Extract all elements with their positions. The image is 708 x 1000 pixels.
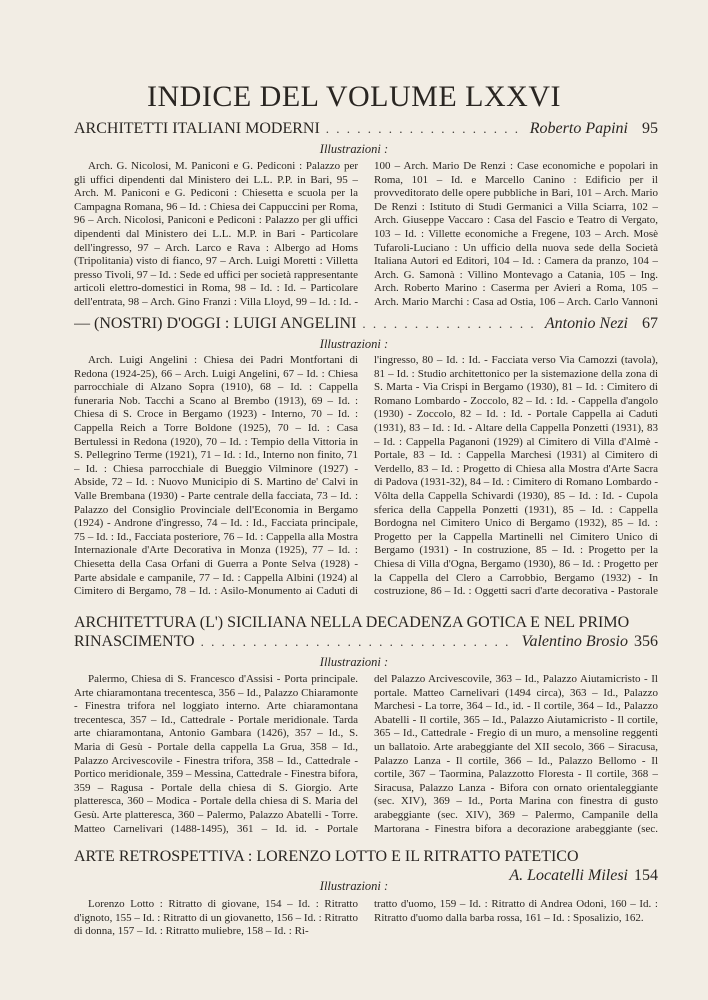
section-title: ARTE RETROSPETTIVA : LORENZO LOTTO E IL RITRATTO PATETICO bbox=[74, 848, 579, 865]
section-body-siciliana bbox=[74, 673, 658, 837]
section-heading-siciliana bbox=[74, 631, 658, 653]
leader-dots bbox=[362, 313, 539, 335]
page-title: INDICE DEL VOLUME LXXVI bbox=[147, 80, 561, 113]
section-body-angelini bbox=[74, 354, 658, 600]
section-heading-angelini bbox=[74, 313, 658, 335]
right-column: del Palazzo Arcivescovile, 363 – Id., Palazzo Aiutamicristo - Il portale. Matteo Carnelivari (1494 circa), 363 – Id., Palazzo Marchesi - La torre, 364 – Id., id. - Il cortile, 364 – Id., Palazzo Abatelli - Il cortile, 365 – Id., Palazzo Aiutamicristo - Il cortile, 365 – Id., Cattedrale - Fregio di un muro, a mensoline reggenti un ballatoio. Arte arabeggiante del XII secolo, 366 – Siracusa, Palazzo Lanza - Il cortile, 366 – Id., Palazzo Bellomo - Il cortile, 367 – Taormina, Palazzotto Floresta - Il cortile, 368 – Siracusa, Palazzo Lanza - Bifora con ornato orientaleggiante (sec. XIV), 369 – Id., Porta Marina con finestra di gusto arabeggiante (sec. XIV), 369 – Palermo, Campanile della Martorana - Finestra bifora a decorazione arabeggiante (sec. bbox=[374, 673, 658, 835]
left-column: Palermo, Chiesa di S. Francesco d'Assisi - Porta principale. Arte chiaramontana trecentesca, 356 – Id., Palazzo Chiaramonte - Finestra trifora nel loggiato interno. Arte chiaramontana trecentesca, 357 – Id., Cattedrale - Portale meridionale. Tarda arte chiaramontana, Antonio Gambara (1426), 357 – Id., S. Maria di Gesù - Portale della cappella La Grua, 358 – Id., Palazzo Arcivescovile - Finestra trifora, 358 – Id., Cattedrale - Portico meridionale, 359 – Messina, Cattedrale - Finestra bifora, 359 – Ragusa - Portale della chiesa di S. Giorgio. Arte platteresca, 360 – Modica - Portale della chiesa di S. Maria del Gesù. Arte platteresca, 360 – Palermo, Palazzo Abatelli - Torre. Matteo Carnelivari (1488-1495), 361 – Id. id. - Portale bbox=[74, 673, 358, 835]
right-column: 100 – Arch. Mario De Renzi : Case economiche e popolari in Roma, 101 – Id. e Marcello Canino : Edificio per il provveditorato delle opere pubbliche in Bari, 101 – Arch. Mario De Renzi : Istituto di Studi Germanici a Villa Sciarra, 102 – Arch. Giuseppe Vaccaro : Casa del Fascio e Teatro di Vergato, 103 – Id. : Villette economiche a Fregene, 103 – Arch. Mosè Tufaroli-Luciano : Un ufficio della nuova sede della Società Italiana Autori ed Editori, 104 – Id. : Camera da pranzo, 104 – Arch. G. Samonà : Villino Montevago a Catania, 105 – Ing. Arch. Roberto Marino : Caserma per Avieri a Roma, 105 – Arch. Mario Marchi : Casa ad Ostia, 106 – Arch. Carlo Vannoni bbox=[374, 160, 658, 308]
section-page: 356 bbox=[634, 633, 658, 650]
illustrations-label: Illustrazioni : bbox=[319, 655, 389, 669]
right-column: l'ingresso, 80 – Id. : Id. - Facciata verso Via Camozzi (tavola), 81 – Id. : Studio architettonico per la sistemazione della zona di S. Marta - Via Crispi in Bergamo (1930), 81 – Id. : Cimitero di Romano Lombardo - Zoccolo, 82 – Id. : Id. - Cappella d'angolo (1930) - Zoccolo, 82 – Id. : Id. - Portale Cappella ai Caduti (1931), 83 – Id. : Id. - Altare della Cappella Ponzetti (1931), 83 – Id. : Cappella Paganoni (1929) al Cimitero di Villa d'Almè - Portale, 83 – Id. : Cappella Marchesi (1931) al Cimitero di Verdello, 83 – Id. : Progetto di Chiesa alla Mostra d'Arte Sacra di Padova (1931-32), 84 – Id. : Cimitero di Romano Lombardo - Vôlta della Cappella Schivardi (1930), 85 – Id. : Id. - Cupola sferica della Cappella Ponzetti (1931), 85 – Id. : Cappella Bordogna nel Cimitero Unico di Bergamo (1932), 85 – Id. : Progetto per la Cappella Martinelli nel Cimitero Unico di Bergamo (1931) - In costruzione, 85 – Id. : Progetto per la Chiesa di Villa d'Ogna, Bergamo (1930), 86 – Id. : Progetto per la Cappella del Clero a Carrobbio, Bergamo (1932) - In costruzione, 86 – Id. : Oggetti sacri d'arte decorativa - Pastorale bbox=[374, 354, 658, 598]
section-title-line1: ARCHITETTURA (L') SICILIANA NELLA DECADENZA GOTICA E NEL PRIMO bbox=[74, 614, 630, 631]
left-column: Arch. G. Nicolosi, M. Paniconi e G. Pediconi : Palazzo per gli uffici dipendenti dal Ministero dei L.L. P.P. in Bari, 95 – Arch. M. Paniconi e G. Pediconi : Chiesetta e scuola per la Campagna Romana, 96 – Id. : Chiesa dei Cappuccini per Roma, 96 – Arch. Nicolosi, Paniconi e Pediconi : Palazzo per gli uffici dipendenti dal Ministero dei L.L. M.P. in Bari - Particolare dell'ingresso, 97 – Arch. Larco e Rava : Albergo ad Homs (Tripolitania) visto di fianco, 97 – Arch. Luigi Moretti : Villetta presso Tivoli, 97 – Id. : Sede ed uffici per società rappresentante articoli elettro-domestici in Roma, 98 – Id. : Id. – Particolare dell'entrata, 98 – Arch. Gino Franzi : Villa Lloyd, 99 – Id. : Id. - bbox=[74, 160, 358, 308]
illustrations-label: Illustrazioni : bbox=[319, 337, 389, 351]
section-author: A. Locatelli Milesi bbox=[509, 867, 628, 884]
section-body-lotto bbox=[74, 898, 658, 942]
section-author: Valentino Brosio bbox=[521, 633, 628, 650]
illustrations-label: Illustrazioni : bbox=[319, 879, 389, 893]
section-body-architetti bbox=[74, 160, 658, 310]
section-title: RINASCIMENTO bbox=[74, 633, 195, 650]
section-title: ARCHITETTI ITALIANI MODERNI bbox=[74, 120, 320, 137]
leader-dots bbox=[326, 118, 524, 140]
right-column: tratto d'uomo, 159 – Id. : Ritratto di Andrea Odoni, 160 – Id. : Ritratto d'uomo dalla barba rossa, 161 – Id. : Sposalizio, 162. bbox=[374, 898, 658, 924]
section-page: 154 bbox=[634, 867, 658, 884]
section-author: Antonio Nezi bbox=[544, 315, 628, 332]
section-title: — (NOSTRI) D'OGGI : LUIGI ANGELINI bbox=[74, 315, 357, 332]
illustrations-label: Illustrazioni : bbox=[319, 142, 389, 156]
section-page: 67 bbox=[642, 315, 658, 332]
left-column: Lorenzo Lotto : Ritratto di giovane, 154 – Id. : Ritratto d'ignoto, 155 – Id. : Ritratto di un giovanetto, 156 – Id. : Ritratto di donna, 157 – Id. : Ritratto muliebre, 158 – Id. : Ri- bbox=[74, 898, 358, 938]
leader-dots bbox=[201, 631, 516, 653]
section-page: 95 bbox=[642, 120, 658, 137]
left-column: Arch. Luigi Angelini : Chiesa dei Padri Montfortani di Redona (1924-25), 66 – Arch. Luigi Angelini, 67 – Id. : Chiesa parrocchiale di Alzano Sopra (1910), 68 – Id. : Cappella funeraria Nob. Tacchi a Scano al Brembo (1913), 69 – Id. : Chiesa di S. Croce in Bergamo (1923) - Interno, 70 – Id. : Cappella Reich a Torre Boldone (1925), 70 – Id. : Casa Bertulessi in Redona (1920), 70 – Id. : Tempio della Vittoria in S. Pellegrino Terme (1921), 71 – Id. : Id., Interno non finito, 71 – Id. : Chiesa parrocchiale di Bueggio Vilminore (1927) - Abside, 72 – Id. : Nuovo Municipio di S. Martino de' Calvi in Valle Brembana (1930) - Parte centrale della facciata, 73 – Id. : Palazzo del Consiglio Provinciale dell'Economia in Bergamo (1924) - Androne d'ingresso, 74 – Id. : Id., Facciata principale, 75 – Id. : Id., Facciata posteriore, 76 – Id. : Cappella alla Mostra Internazionale d'Arte Decorativa in Monza (1925), 77 – Id. : Chiesetta della Casa Orfani di Guerra a Ponte Selva (1928) - Parte absidale e campanile, 77 – Id. : Cappella Albini (1924) al Cimitero di Bergamo, 78 – Id. : Asilo-Monumento ai Caduti di bbox=[74, 354, 358, 598]
section-heading-architetti bbox=[74, 118, 658, 140]
section-author: Roberto Papini bbox=[529, 120, 628, 137]
